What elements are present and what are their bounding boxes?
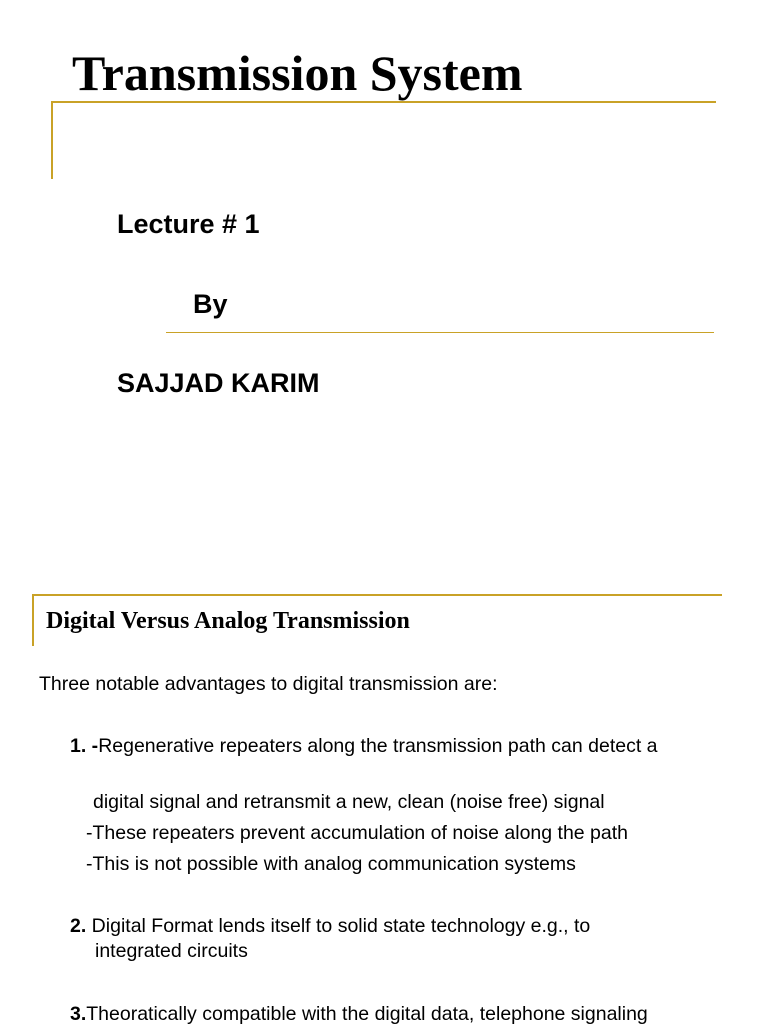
list-item-2-text: Digital Format lends itself to solid state technology e.g., to xyxy=(86,915,591,937)
list-item-1-number: 1. - xyxy=(70,735,99,757)
slide-title: Transmission System xyxy=(72,45,523,101)
intro-text: Three notable advantages to digital transmission are: xyxy=(39,673,498,695)
author-divider xyxy=(166,332,714,333)
author-name: SAJJAD KARIM xyxy=(117,368,320,398)
list-item-2-number: 2. xyxy=(70,915,87,937)
list-item-1-line-1 xyxy=(70,734,658,758)
list-item-1-text: Regenerative repeaters along the transmission path can detect a xyxy=(98,735,658,757)
list-item-1-line-2: digital signal and retransmit a new, clean (noise free) signal xyxy=(93,791,605,813)
lecture-number: Lecture # 1 xyxy=(117,209,260,239)
list-item-2-line-1 xyxy=(70,914,590,938)
title-rule xyxy=(52,101,716,103)
section-rule-vertical xyxy=(32,594,34,646)
section-title: Digital Versus Analog Transmission xyxy=(46,608,410,634)
list-item-2-line-2: integrated circuits xyxy=(95,940,248,962)
title-rule-vertical xyxy=(51,101,53,179)
list-item-3-number: 3. xyxy=(70,1003,87,1024)
list-item-3-text: Theoratically compatible with the digital data, telephone signaling xyxy=(86,1003,648,1024)
by-label: By xyxy=(193,289,228,319)
list-item-1-sub-2: -This is not possible with analog communication systems xyxy=(86,853,576,875)
list-item-1-sub-1: -These repeaters prevent accumulation of noise along the path xyxy=(86,822,629,844)
list-item-3-line-1 xyxy=(70,1002,648,1024)
section-rule xyxy=(32,594,722,596)
